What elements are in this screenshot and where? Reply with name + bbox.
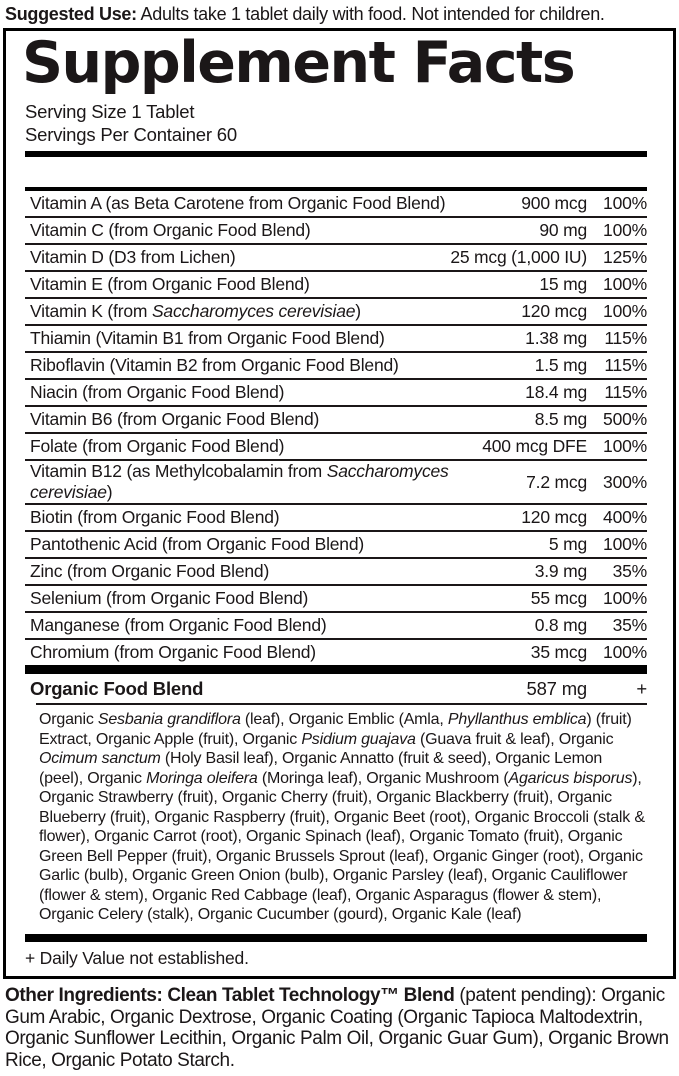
nutrient-dv: 100% (603, 301, 647, 322)
nutrient-row (25, 191, 647, 218)
nutrient-name: Folate (from Organic Food Blend) (30, 436, 285, 457)
blend-underline (36, 703, 647, 705)
nutrient-dv: 35% (612, 615, 647, 636)
nutrient-amount: 1.5 mg (534, 355, 587, 376)
blend-section (25, 674, 647, 703)
nutrient-name: Niacin (from Organic Food Blend) (30, 382, 285, 403)
serving-size-line: Serving Size 1 Tablet (25, 101, 195, 123)
nutrient-row (25, 434, 647, 461)
suggested-use-text: Adults take 1 tablet daily with food. Not intended for children. (136, 4, 605, 24)
nutrient-row (25, 272, 647, 299)
nutrient-amount: 400 mcg DFE (482, 436, 587, 457)
nutrient-name: Vitamin D (D3 from Lichen) (30, 247, 236, 268)
nutrient-dv: 100% (603, 274, 647, 295)
nutrient-dv: 100% (603, 436, 647, 457)
nutrient-row (25, 245, 647, 272)
suggested-use-label: Suggested Use: (5, 4, 137, 24)
nutrient-amount: 35 mcg (530, 642, 587, 663)
nutrient-name: Biotin (from Organic Food Blend) (30, 507, 280, 528)
blend-ingredients-paragraph: Organic Sesbania grandiflora (leaf), Organic Emblic (Amla, Phyllanthus emblica) (fruit) Extract, Organic Apple (fruit), Organic Psidium guajava (Guava fruit & leaf), Organic Ocimum sanctum (Holy Basil leaf), Organic Annatto (fruit & seed), Organic Lemon (peel), Organic Moringa oleifera (Moringa leaf), Organic Mushroom (Agaricus bisporus), Organic Strawberry (fruit), Organic Cherry (fruit), Organic Blackberry (fruit), Organic Blueberry (fruit), Organic Raspberry (fruit), Organic Beet (root), Organic Broccoli (stalk & flower), Organic Carrot (root), Organic Spinach (leaf), Organic Tomato (fruit), Organic Green Bell Pepper (fruit), Organic Brussels Sprout (leaf), Organic Ginger (root), Organic Garlic (bulb), Organic Green Onion (bulb), Organic Parsley (leaf), Organic Cauliflower (flower & stem), Organic Red Cabbage (leaf), Organic Asparagus (flower & stem), Organic Celery (stalk), Organic Cucumber (gourd), Organic Kale (leaf) (39, 711, 645, 924)
header-spacer (6, 157, 673, 187)
nutrient-amount: 0.8 mg (534, 615, 587, 636)
blend-row (25, 674, 647, 703)
nutrient-amount: 900 mcg (521, 193, 587, 214)
nutrient-name: Vitamin B6 (from Organic Food Blend) (30, 409, 320, 430)
nutrient-name: Chromium (from Organic Food Blend) (30, 642, 316, 663)
nutrient-amount: 25 mcg (1,000 IU) (450, 247, 587, 268)
nutrient-amount: 120 mcg (521, 301, 587, 322)
nutrient-dv: 100% (603, 220, 647, 241)
nutrient-dv: 400% (603, 507, 647, 528)
servings-per-container-line: Servings Per Container 60 (25, 123, 237, 145)
nutrient-row (25, 326, 647, 353)
blend-name: Organic Food Blend (30, 677, 204, 699)
panel-title: Supplement Facts (22, 30, 575, 96)
other-ingredients-text: (patent pending): Organic Gum Arabic, Organic Dextrose, Organic Coating (Organic Tapioca Maltodextrin, Organic Sunflower Lecithin, Organic Palm Oil, Organic Guar Gum), Organic Brown Rice, Organic Potato Starch. (5, 984, 669, 1071)
nutrient-name: Thiamin (Vitamin B1 from Organic Food Blend) (30, 328, 385, 349)
nutrient-dv: 500% (603, 409, 647, 430)
nutrient-row (25, 613, 647, 640)
nutrient-amount: 120 mcg (521, 507, 587, 528)
nutrient-amount: 1.38 mg (525, 328, 587, 349)
nutrient-dv: 100% (603, 642, 647, 663)
nutrient-dv: 100% (603, 534, 647, 555)
nutrient-name: Vitamin E (from Organic Food Blend) (30, 274, 310, 295)
nutrient-dv: 100% (603, 193, 647, 214)
daily-value-footnote: + Daily Value not established. (25, 947, 249, 968)
nutrient-name: Zinc (from Organic Food Blend) (30, 561, 270, 582)
blend-amount: 587 mg (526, 677, 587, 699)
nutrient-name: Vitamin K (from Saccharomyces cerevisiae) (30, 301, 361, 322)
other-ingredients-paragraph (5, 985, 677, 1072)
nutrient-name: Riboflavin (Vitamin B2 from Organic Food Blend) (30, 355, 399, 376)
nutrient-amount: 5 mg (548, 534, 587, 555)
nutrient-name: Pantothenic Acid (from Organic Food Blend) (30, 534, 364, 555)
nutrient-name: Vitamin A (as Beta Carotene from Organic Food Blend) (30, 193, 446, 214)
nutrient-row (25, 407, 647, 434)
nutrient-dv: 300% (603, 471, 647, 492)
nutrient-amount: 8.5 mg (534, 409, 587, 430)
nutrient-row (25, 461, 647, 505)
nutrient-row (25, 559, 647, 586)
nutrient-dv: 115% (604, 355, 647, 376)
nutrient-amount: 55 mcg (530, 588, 587, 609)
nutrient-row (25, 505, 647, 532)
nutrient-dv: 115% (604, 328, 647, 349)
nutrient-row (25, 532, 647, 559)
nutrient-name: Vitamin C (from Organic Food Blend) (30, 220, 311, 241)
blend-dv: + (636, 677, 647, 699)
nutrient-dv: 125% (603, 247, 647, 268)
nutrient-amount: 7.2 mcg (526, 471, 587, 492)
nutrient-amount: 18.4 mg (525, 382, 587, 403)
nutrient-name: Manganese (from Organic Food Blend) (30, 615, 327, 636)
nutrient-row (25, 353, 647, 380)
nutrient-amount: 3.9 mg (534, 561, 587, 582)
nutrient-row (25, 586, 647, 613)
nutrient-dv: 100% (603, 588, 647, 609)
nutrient-row (25, 299, 647, 326)
nutrient-dv: 115% (604, 382, 647, 403)
blend-divider-thick (25, 665, 647, 674)
nutrient-row (25, 640, 647, 665)
other-ingredients-label: Other Ingredients: Clean Tablet Technology™ Blend (5, 984, 455, 1006)
nutrient-amount: 15 mg (539, 274, 587, 295)
footnote-divider (25, 934, 647, 942)
nutrient-dv: 35% (612, 561, 647, 582)
nutrient-name: Selenium (from Organic Food Blend) (30, 588, 309, 609)
nutrient-row (25, 218, 647, 245)
nutrient-name: Vitamin B12 (as Methylcobalamin from Saccharomyces cerevisiae) (30, 461, 449, 503)
nutrient-row (25, 380, 647, 407)
nutrient-table (25, 191, 647, 665)
supplement-facts-panel (3, 28, 676, 979)
nutrient-amount: 90 mg (539, 220, 587, 241)
suggested-use-line (5, 4, 676, 25)
